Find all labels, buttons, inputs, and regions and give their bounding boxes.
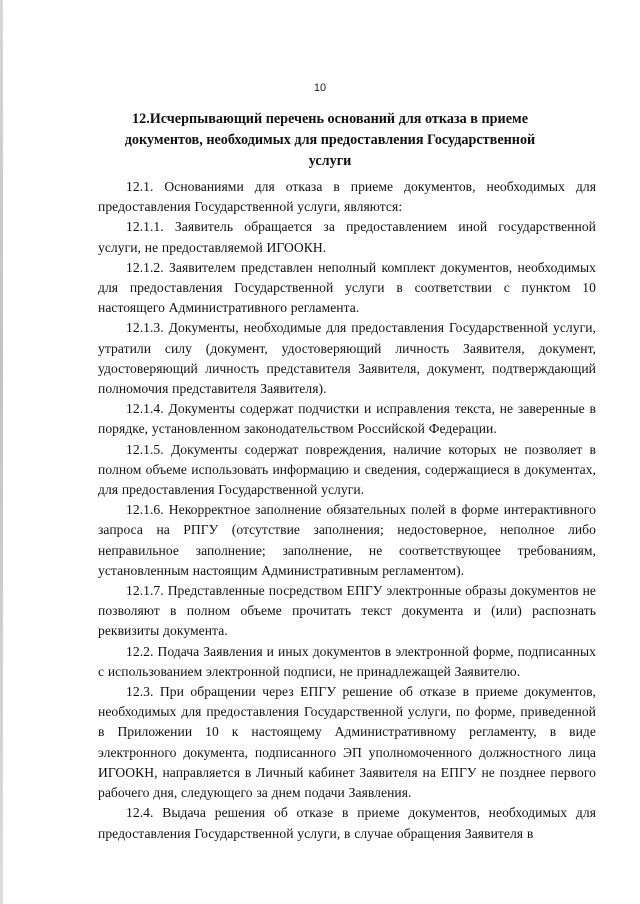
- paragraph-12-1-5: 12.1.5. Документы содержат повреждения, наличие которых не позволяет в полном объеме использовать информацию и сведения, содержащиеся в документах, для предоставления Государственной услуги.: [98, 441, 596, 498]
- section-heading-line-3: услуги: [308, 153, 352, 169]
- paragraph-12-1-6: 12.1.6. Некорректное заполнение обязательных полей в форме интерактивного запроса на РПГУ (отсутствие заполнения; недостоверное, неполное либо неправильное заполнение; заполнение, не соответствующее требованиям, установленным настоящим Административным регламентом).: [98, 502, 596, 578]
- paragraph-12-2: 12.2. Подача Заявления и иных документов в электронной форме, подписанных с использованием электронной подписи, не принадлежащей Заявителю.: [98, 643, 596, 679]
- paragraph-12-1-7: 12.1.7. Представленные посредством ЕПГУ электронные образы документов не позволяют в полном объеме прочитать текст документа и (или) распознать реквизиты документа.: [98, 583, 596, 639]
- paragraph-12-1-1: 12.1.1. Заявитель обращается за предоставлением иной государственной услуги, не предоставляемой ИГООКН.: [98, 219, 596, 255]
- section-heading-line-1: 12.Исчерпывающий перечень оснований для отказа в приеме: [132, 111, 528, 127]
- paragraph-12-1: 12.1. Основаниями для отказа в приеме документов, необходимых для предоставления Государственной услуги, являются:: [98, 179, 596, 215]
- scan-edge-shadow: [0, 0, 3, 904]
- section-heading: [120, 109, 540, 172]
- paragraph-12-1-4: 12.1.4. Документы содержат подчистки и исправления текста, не заверенные в порядке, установленном законодательством Российской Федерации.: [98, 401, 596, 437]
- section-heading-line-2: документов, необходимых для предоставления Государственной: [124, 132, 536, 148]
- page-number: 10: [313, 82, 327, 94]
- paragraph-12-1-2: 12.1.2. Заявителем представлен неполный комплект документов, необходимых для предоставления Государственной услуги в соответствии с пунктом 10 настоящего Административного регламента.: [98, 259, 596, 316]
- paragraph-12-1-3: 12.1.3. Документы, необходимые для предоставления Государственной услуги, утратили силу (документ, удостоверяющий личность Заявителя, документ, удостоверяющий личность представителя Заявителя, документ, подтверждающий полномочия представителя Заявителя).: [98, 320, 596, 397]
- section-body: [98, 177, 596, 844]
- paragraph-12-4: 12.4. Выдача решения об отказе в приеме документов, необходимых для предоставления Государственной услуги, в случае обращения Заявителя в: [98, 805, 596, 841]
- paragraph-12-3: 12.3. При обращении через ЕПГУ решение об отказе в приеме документов, необходимых для предоставления Государственной услуги, по форме, приведенной в Приложении 10 к настоящему Административному регламенту, в виде электронного документа, подписанного ЭП уполномоченного должностного лица ИГООКН, направляется в Личный кабинет Заявителя на ЕПГУ не позднее первого рабочего дня, следующего за днем подачи Заявления.: [98, 684, 596, 801]
